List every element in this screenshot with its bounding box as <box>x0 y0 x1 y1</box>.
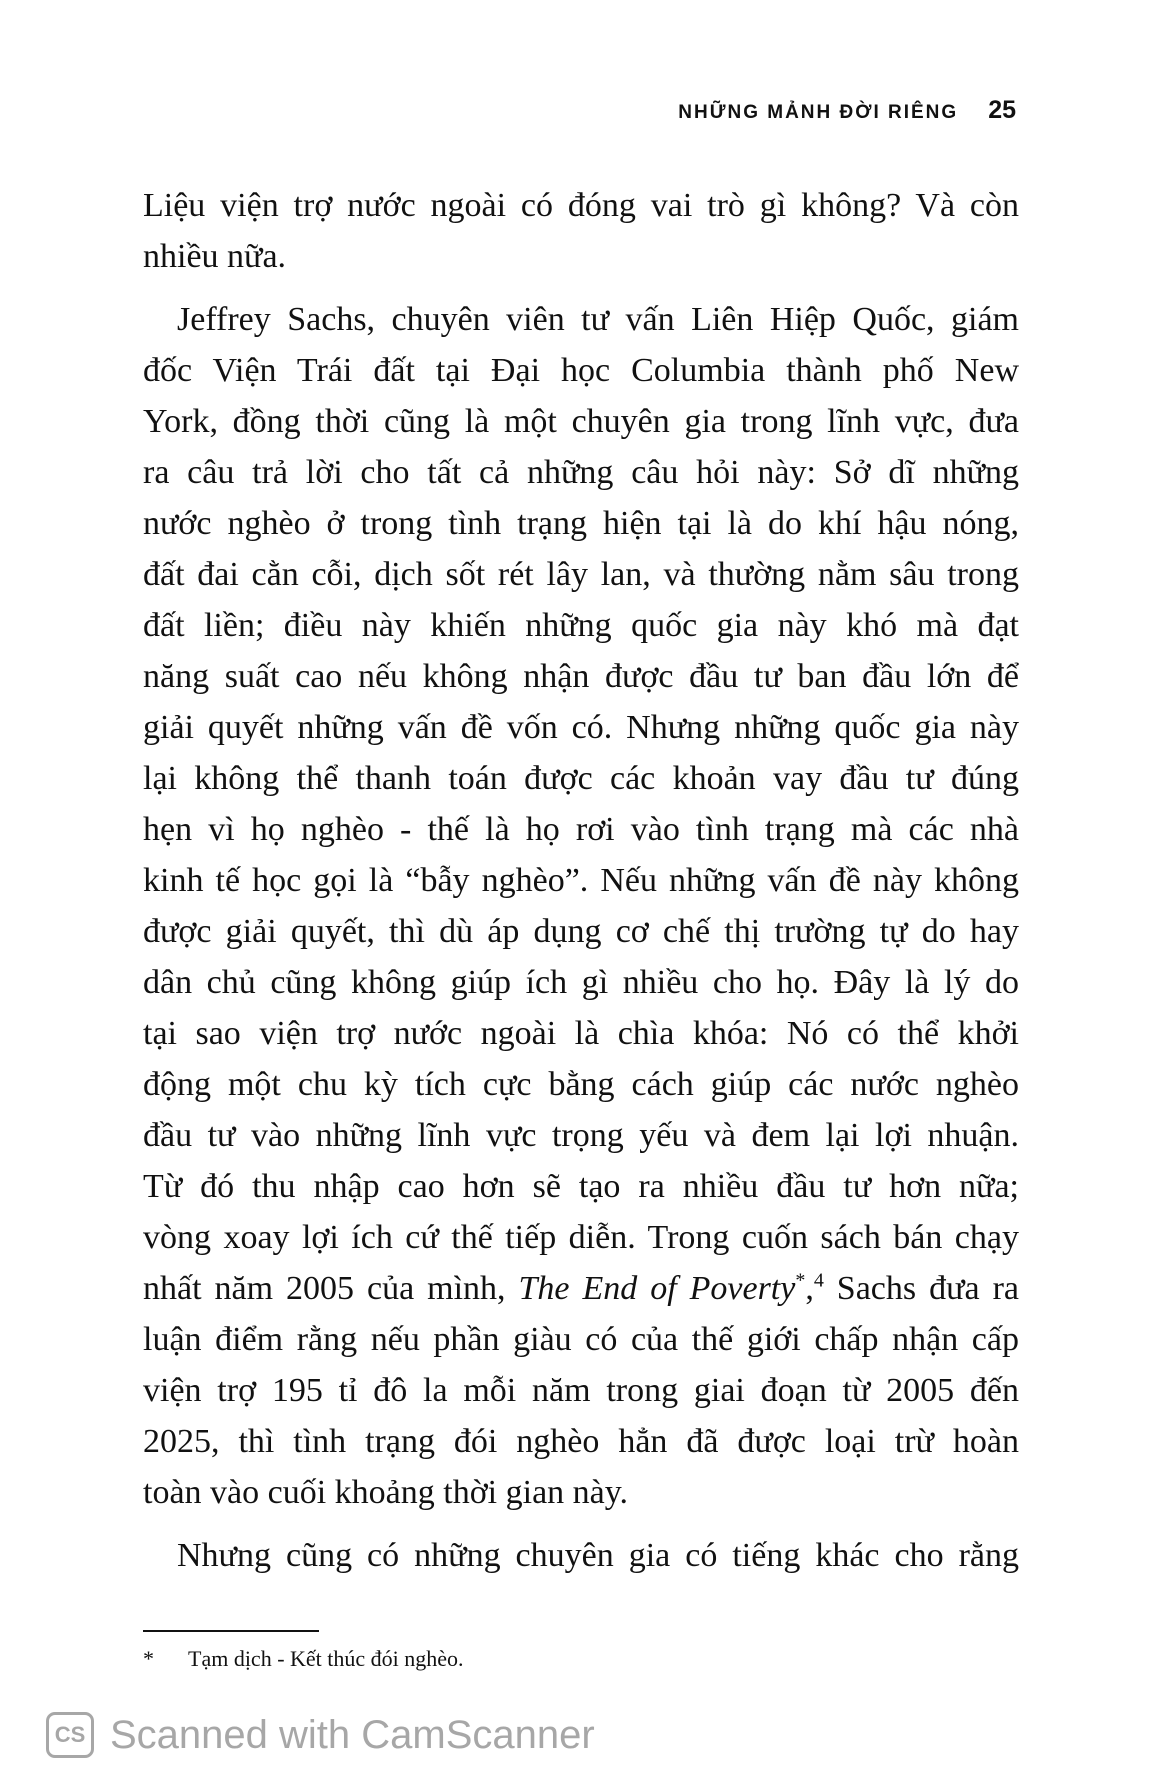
footnote-mark: * <box>795 1269 806 1292</box>
camscanner-watermark <box>46 1712 595 1758</box>
text-line: giải quyết những vấn đề vốn có. Nhưng những quốc gia này <box>143 709 1019 746</box>
text-line: hẹn vì họ nghèo - thế là họ rơi vào tình trạng mà các nhà <box>143 811 1019 848</box>
text-line: ra câu trả lời cho tất cả những câu hỏi này: Sở dĩ những <box>143 454 1019 491</box>
text-line: York, đồng thời cũng là một chuyên gia trong lĩnh vực, đưa <box>143 403 1019 440</box>
text-line: vòng xoay lợi ích cứ thế tiếp diễn. Trong cuốn sách bán chạy <box>143 1219 1019 1256</box>
text-fragment: Sachs đưa ra <box>823 1270 1019 1307</box>
text-line: Jeffrey Sachs, chuyên viên tư vấn Liên Hiệp Quốc, giám <box>177 301 1019 338</box>
text-line: kinh tế học gọi là “bẫy nghèo”. Nếu những vấn đề này không <box>143 862 1019 899</box>
text-line: động một chu kỳ tích cực bằng cách giúp các nước nghèo <box>143 1066 1019 1103</box>
footnote-text: Tạm dịch - Kết thúc đói nghèo. <box>188 1646 464 1671</box>
text-line-with-book-title <box>143 1263 1019 1314</box>
page-header <box>678 96 1016 125</box>
text-line: đầu tư vào những lĩnh vực trọng yếu và đem lại lợi nhuận. <box>143 1117 1019 1154</box>
watermark-text: Scanned with CamScanner <box>110 1712 595 1757</box>
text-line: toàn vào cuối khoảng thời gian này. <box>143 1474 629 1511</box>
text-line: luận điểm rằng nếu phần giàu có của thế giới chấp nhận cấp <box>143 1321 1019 1358</box>
footnote-divider <box>143 1630 319 1632</box>
text-line: lại không thể thanh toán được các khoản vay đầu tư đúng <box>143 760 1019 797</box>
text-line: Nhưng cũng có những chuyên gia có tiếng khác cho rằng <box>177 1537 1019 1574</box>
text-line: 2025, thì tình trạng đói nghèo hẳn đã được loại trừ hoàn <box>143 1423 1019 1460</box>
text-line: Từ đó thu nhập cao hơn sẽ tạo ra nhiều đầu tư hơn nữa; <box>143 1168 1019 1205</box>
footnote <box>143 1646 464 1672</box>
text-line: dân chủ cũng không giúp ích gì nhiều cho họ. Đây là lý do <box>143 964 1019 1001</box>
text-fragment: , <box>805 1270 814 1307</box>
text-line: tại sao viện trợ nước ngoài là chìa khóa: Nó có thể khởi <box>143 1015 1019 1052</box>
running-head: NHỮNG MẢNH ĐỜI RIÊNG <box>678 102 959 123</box>
text-fragment: nhất năm 2005 của mình, <box>143 1270 519 1307</box>
page-number: 25 <box>988 96 1016 124</box>
footnote-mark: * <box>143 1646 154 1671</box>
camscanner-logo-icon: CS <box>46 1712 94 1758</box>
body-text <box>143 180 1019 1581</box>
book-title: The End of Poverty <box>518 1270 796 1307</box>
text-line: Liệu viện trợ nước ngoài có đóng vai trò gì không? Và còn <box>143 187 1019 224</box>
text-line: nhiều nữa. <box>143 238 287 275</box>
text-line: viện trợ 195 tỉ đô la mỗi năm trong giai đoạn từ 2005 đến <box>143 1372 1019 1409</box>
text-line: đốc Viện Trái đất tại Đại học Columbia thành phố New <box>143 352 1019 389</box>
text-line: đất liền; điều này khiến những quốc gia này khó mà đạt <box>143 607 1019 644</box>
text-line: được giải quyết, thì dù áp dụng cơ chế thị trường tự do hay <box>143 913 1019 950</box>
text-line: nước nghèo ở trong tình trạng hiện tại là do khí hậu nóng, <box>143 505 1019 542</box>
endnote-reference: 4 <box>813 1269 824 1292</box>
text-line: đất đai cằn cỗi, dịch sốt rét lây lan, và thường nằm sâu trong <box>143 556 1019 593</box>
text-line: năng suất cao nếu không nhận được đầu tư ban đầu lớn để <box>143 658 1019 695</box>
